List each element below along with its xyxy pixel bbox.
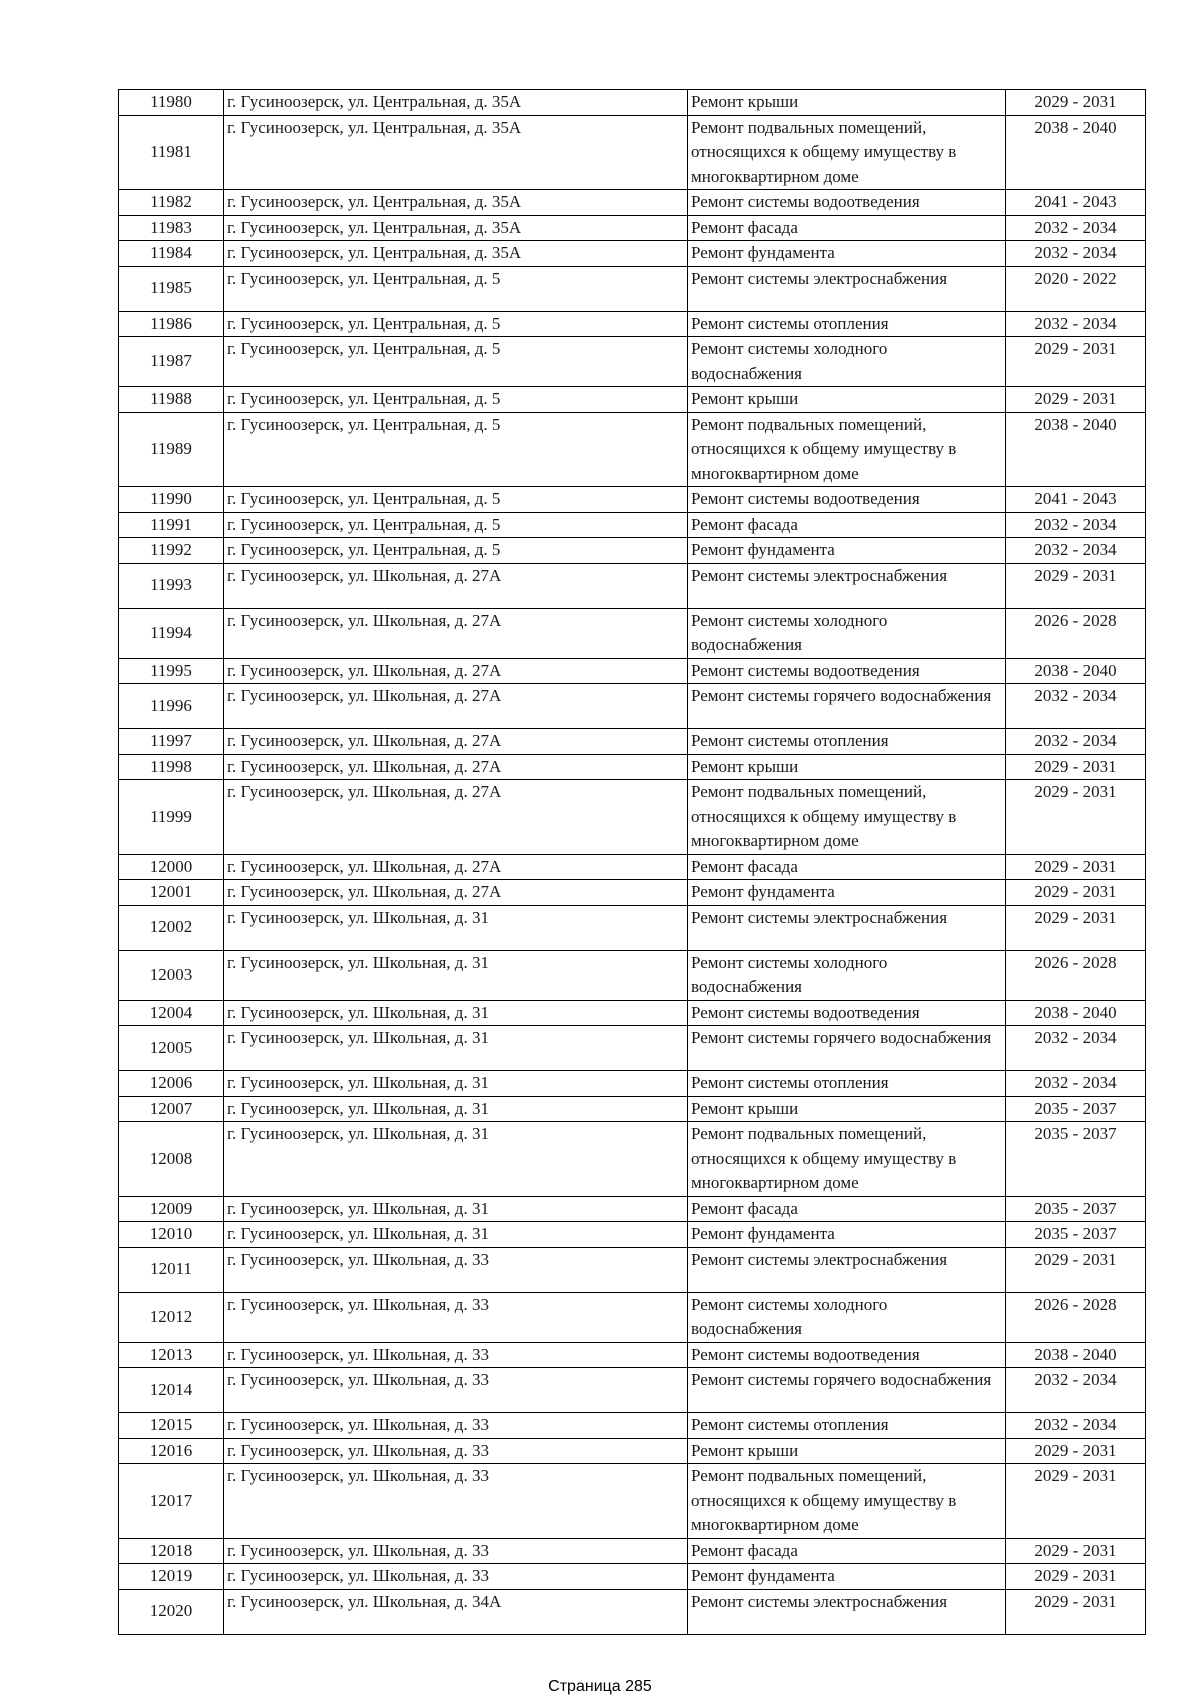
row-work-type: Ремонт системы холодного водоснабжения	[688, 950, 1006, 1000]
row-number: 12018	[119, 1538, 224, 1564]
row-address: г. Гусиноозерск, ул. Центральная, д. 5	[224, 311, 688, 337]
row-years: 2026 - 2028	[1006, 1292, 1146, 1342]
row-number: 12005	[119, 1026, 224, 1071]
row-years: 2038 - 2040	[1006, 115, 1146, 190]
row-work-type: Ремонт системы холодного водоснабжения	[688, 608, 1006, 658]
row-number: 12011	[119, 1247, 224, 1292]
table-row	[119, 512, 1146, 538]
row-work-type: Ремонт крыши	[688, 90, 1006, 116]
row-work-type: Ремонт крыши	[688, 1438, 1006, 1464]
row-address: г. Гусиноозерск, ул. Школьная, д. 33	[224, 1564, 688, 1590]
row-number: 11985	[119, 266, 224, 311]
table-row	[119, 190, 1146, 216]
row-years: 2032 - 2034	[1006, 684, 1146, 729]
row-number: 11997	[119, 729, 224, 755]
row-number: 11994	[119, 608, 224, 658]
row-number: 12002	[119, 905, 224, 950]
row-number: 12003	[119, 950, 224, 1000]
table-row	[119, 608, 1146, 658]
table-row	[119, 754, 1146, 780]
page-number: Страница 285	[548, 1678, 652, 1695]
row-work-type: Ремонт фасада	[688, 1196, 1006, 1222]
row-number: 12004	[119, 1000, 224, 1026]
works-table-container	[118, 89, 1145, 1635]
row-number: 12019	[119, 1564, 224, 1590]
row-work-type: Ремонт крыши	[688, 387, 1006, 413]
row-address: г. Гусиноозерск, ул. Школьная, д. 33	[224, 1368, 688, 1413]
row-number: 12015	[119, 1413, 224, 1439]
row-address: г. Гусиноозерск, ул. Школьная, д. 33	[224, 1464, 688, 1539]
row-years: 2032 - 2034	[1006, 1071, 1146, 1097]
table-row	[119, 658, 1146, 684]
row-work-type: Ремонт системы горячего водоснабжения	[688, 1368, 1006, 1413]
table-row	[119, 1564, 1146, 1590]
row-years: 2035 - 2037	[1006, 1122, 1146, 1197]
row-address: г. Гусиноозерск, ул. Школьная, д. 33	[224, 1247, 688, 1292]
row-address: г. Гусиноозерск, ул. Школьная, д. 33	[224, 1413, 688, 1439]
row-number: 11998	[119, 754, 224, 780]
table-row	[119, 1292, 1146, 1342]
row-work-type: Ремонт системы электроснабжения	[688, 905, 1006, 950]
row-address: г. Гусиноозерск, ул. Школьная, д. 33	[224, 1292, 688, 1342]
row-work-type: Ремонт крыши	[688, 754, 1006, 780]
row-years: 2029 - 2031	[1006, 754, 1146, 780]
row-years: 2029 - 2031	[1006, 563, 1146, 608]
table-row	[119, 387, 1146, 413]
row-address: г. Гусиноозерск, ул. Школьная, д. 27А	[224, 658, 688, 684]
row-address: г. Гусиноозерск, ул. Школьная, д. 27А	[224, 754, 688, 780]
table-row	[119, 1247, 1146, 1292]
row-years: 2029 - 2031	[1006, 1464, 1146, 1539]
row-work-type: Ремонт системы электроснабжения	[688, 266, 1006, 311]
row-number: 11999	[119, 780, 224, 855]
table-row	[119, 780, 1146, 855]
row-years: 2026 - 2028	[1006, 950, 1146, 1000]
row-number: 11989	[119, 412, 224, 487]
row-years: 2029 - 2031	[1006, 880, 1146, 906]
row-work-type: Ремонт системы водоотведения	[688, 1000, 1006, 1026]
row-work-type: Ремонт системы холодного водоснабжения	[688, 337, 1006, 387]
row-work-type: Ремонт системы водоотведения	[688, 190, 1006, 216]
row-address: г. Гусиноозерск, ул. Центральная, д. 35А	[224, 241, 688, 267]
row-years: 2038 - 2040	[1006, 1342, 1146, 1368]
row-work-type: Ремонт фундамента	[688, 880, 1006, 906]
table-row	[119, 538, 1146, 564]
row-number: 12020	[119, 1589, 224, 1634]
row-number: 11995	[119, 658, 224, 684]
row-address: г. Гусиноозерск, ул. Центральная, д. 5	[224, 412, 688, 487]
row-number: 11991	[119, 512, 224, 538]
table-row	[119, 1000, 1146, 1026]
table-row	[119, 1438, 1146, 1464]
row-number: 11996	[119, 684, 224, 729]
row-number: 11993	[119, 563, 224, 608]
table-row	[119, 1368, 1146, 1413]
row-number: 11986	[119, 311, 224, 337]
row-years: 2038 - 2040	[1006, 1000, 1146, 1026]
row-years: 2029 - 2031	[1006, 905, 1146, 950]
row-address: г. Гусиноозерск, ул. Школьная, д. 31	[224, 905, 688, 950]
row-number: 12007	[119, 1096, 224, 1122]
row-work-type: Ремонт системы водоотведения	[688, 1342, 1006, 1368]
row-years: 2029 - 2031	[1006, 780, 1146, 855]
row-number: 12006	[119, 1071, 224, 1097]
row-years: 2020 - 2022	[1006, 266, 1146, 311]
table-row	[119, 487, 1146, 513]
row-address: г. Гусиноозерск, ул. Школьная, д. 31	[224, 1222, 688, 1248]
row-work-type: Ремонт системы отопления	[688, 1413, 1006, 1439]
row-work-type: Ремонт фундамента	[688, 241, 1006, 267]
row-number: 11982	[119, 190, 224, 216]
row-work-type: Ремонт системы отопления	[688, 729, 1006, 755]
table-row	[119, 1342, 1146, 1368]
row-work-type: Ремонт фундамента	[688, 1222, 1006, 1248]
row-work-type: Ремонт подвальных помещений, относящихся к общему имуществу в многоквартирном доме	[688, 412, 1006, 487]
row-address: г. Гусиноозерск, ул. Центральная, д. 35А	[224, 190, 688, 216]
row-years: 2038 - 2040	[1006, 658, 1146, 684]
row-address: г. Гусиноозерск, ул. Школьная, д. 27А	[224, 854, 688, 880]
row-work-type: Ремонт системы холодного водоснабжения	[688, 1292, 1006, 1342]
row-address: г. Гусиноозерск, ул. Центральная, д. 35А	[224, 115, 688, 190]
row-address: г. Гусиноозерск, ул. Школьная, д. 31	[224, 1026, 688, 1071]
table-row	[119, 950, 1146, 1000]
table-row	[119, 1096, 1146, 1122]
row-number: 12010	[119, 1222, 224, 1248]
row-years: 2029 - 2031	[1006, 1538, 1146, 1564]
row-address: г. Гусиноозерск, ул. Школьная, д. 31	[224, 1196, 688, 1222]
row-address: г. Гусиноозерск, ул. Центральная, д. 5	[224, 487, 688, 513]
row-years: 2029 - 2031	[1006, 1564, 1146, 1590]
row-work-type: Ремонт системы электроснабжения	[688, 1247, 1006, 1292]
table-row	[119, 563, 1146, 608]
table-row	[119, 729, 1146, 755]
row-number: 11988	[119, 387, 224, 413]
row-address: г. Гусиноозерск, ул. Школьная, д. 27А	[224, 729, 688, 755]
row-number: 12016	[119, 1438, 224, 1464]
row-years: 2032 - 2034	[1006, 311, 1146, 337]
row-years: 2032 - 2034	[1006, 729, 1146, 755]
row-address: г. Гусиноозерск, ул. Школьная, д. 33	[224, 1538, 688, 1564]
row-work-type: Ремонт крыши	[688, 1096, 1006, 1122]
table-row	[119, 1464, 1146, 1539]
row-years: 2032 - 2034	[1006, 215, 1146, 241]
row-years: 2032 - 2034	[1006, 1368, 1146, 1413]
row-address: г. Гусиноозерск, ул. Школьная, д. 27А	[224, 608, 688, 658]
row-address: г. Гусиноозерск, ул. Центральная, д. 35А	[224, 90, 688, 116]
table-row	[119, 1122, 1146, 1197]
row-address: г. Гусиноозерск, ул. Школьная, д. 33	[224, 1342, 688, 1368]
row-number: 12017	[119, 1464, 224, 1539]
row-address: г. Гусиноозерск, ул. Школьная, д. 31	[224, 1000, 688, 1026]
row-years: 2032 - 2034	[1006, 1413, 1146, 1439]
row-number: 11992	[119, 538, 224, 564]
table-row	[119, 215, 1146, 241]
table-row	[119, 880, 1146, 906]
table-row	[119, 854, 1146, 880]
row-address: г. Гусиноозерск, ул. Центральная, д. 5	[224, 266, 688, 311]
table-row	[119, 1589, 1146, 1634]
row-work-type: Ремонт системы водоотведения	[688, 658, 1006, 684]
row-work-type: Ремонт системы водоотведения	[688, 487, 1006, 513]
table-row	[119, 1222, 1146, 1248]
row-work-type: Ремонт системы электроснабжения	[688, 1589, 1006, 1634]
row-years: 2041 - 2043	[1006, 190, 1146, 216]
row-work-type: Ремонт системы горячего водоснабжения	[688, 684, 1006, 729]
row-number: 12012	[119, 1292, 224, 1342]
row-years: 2035 - 2037	[1006, 1196, 1146, 1222]
table-row	[119, 1538, 1146, 1564]
row-work-type: Ремонт подвальных помещений, относящихся к общему имуществу в многоквартирном доме	[688, 780, 1006, 855]
row-work-type: Ремонт фасада	[688, 1538, 1006, 1564]
row-years: 2035 - 2037	[1006, 1222, 1146, 1248]
row-years: 2029 - 2031	[1006, 854, 1146, 880]
table-row	[119, 90, 1146, 116]
row-address: г. Гусиноозерск, ул. Школьная, д. 33	[224, 1438, 688, 1464]
row-number: 12009	[119, 1196, 224, 1222]
row-years: 2038 - 2040	[1006, 412, 1146, 487]
row-work-type: Ремонт фасада	[688, 854, 1006, 880]
row-years: 2029 - 2031	[1006, 1589, 1146, 1634]
row-years: 2029 - 2031	[1006, 90, 1146, 116]
row-number: 11983	[119, 215, 224, 241]
row-years: 2032 - 2034	[1006, 1026, 1146, 1071]
row-number: 12000	[119, 854, 224, 880]
row-work-type: Ремонт фундамента	[688, 538, 1006, 564]
row-number: 11980	[119, 90, 224, 116]
row-years: 2029 - 2031	[1006, 387, 1146, 413]
row-address: г. Гусиноозерск, ул. Школьная, д. 34А	[224, 1589, 688, 1634]
row-address: г. Гусиноозерск, ул. Школьная, д. 31	[224, 1122, 688, 1197]
table-row	[119, 1071, 1146, 1097]
table-row	[119, 311, 1146, 337]
row-work-type: Ремонт системы электроснабжения	[688, 563, 1006, 608]
row-years: 2029 - 2031	[1006, 1247, 1146, 1292]
table-row	[119, 684, 1146, 729]
table-row	[119, 337, 1146, 387]
row-work-type: Ремонт фундамента	[688, 1564, 1006, 1590]
row-work-type: Ремонт системы отопления	[688, 311, 1006, 337]
table-row	[119, 1026, 1146, 1071]
row-work-type: Ремонт системы горячего водоснабжения	[688, 1026, 1006, 1071]
table-row	[119, 115, 1146, 190]
row-address: г. Гусиноозерск, ул. Школьная, д. 31	[224, 1071, 688, 1097]
row-address: г. Гусиноозерск, ул. Центральная, д. 5	[224, 538, 688, 564]
row-years: 2035 - 2037	[1006, 1096, 1146, 1122]
row-work-type: Ремонт системы отопления	[688, 1071, 1006, 1097]
row-number: 12008	[119, 1122, 224, 1197]
row-work-type: Ремонт подвальных помещений, относящихся к общему имуществу в многоквартирном доме	[688, 1464, 1006, 1539]
row-number: 11981	[119, 115, 224, 190]
works-table-body	[119, 90, 1146, 1635]
row-address: г. Гусиноозерск, ул. Школьная, д. 27А	[224, 684, 688, 729]
row-years: 2032 - 2034	[1006, 512, 1146, 538]
row-address: г. Гусиноозерск, ул. Школьная, д. 27А	[224, 880, 688, 906]
row-number: 11990	[119, 487, 224, 513]
table-row	[119, 241, 1146, 267]
works-table	[118, 89, 1146, 1635]
row-number: 12001	[119, 880, 224, 906]
row-years: 2032 - 2034	[1006, 538, 1146, 564]
row-work-type: Ремонт подвальных помещений, относящихся к общему имуществу в многоквартирном доме	[688, 1122, 1006, 1197]
row-work-type: Ремонт фасада	[688, 215, 1006, 241]
row-number: 12014	[119, 1368, 224, 1413]
row-address: г. Гусиноозерск, ул. Школьная, д. 27А	[224, 563, 688, 608]
row-number: 11984	[119, 241, 224, 267]
row-years: 2041 - 2043	[1006, 487, 1146, 513]
row-address: г. Гусиноозерск, ул. Школьная, д. 31	[224, 1096, 688, 1122]
row-address: г. Гусиноозерск, ул. Центральная, д. 35А	[224, 215, 688, 241]
row-years: 2029 - 2031	[1006, 1438, 1146, 1464]
table-row	[119, 1196, 1146, 1222]
row-years: 2032 - 2034	[1006, 241, 1146, 267]
row-address: г. Гусиноозерск, ул. Центральная, д. 5	[224, 387, 688, 413]
row-address: г. Гусиноозерск, ул. Центральная, д. 5	[224, 337, 688, 387]
table-row	[119, 412, 1146, 487]
row-work-type: Ремонт фасада	[688, 512, 1006, 538]
table-row	[119, 1413, 1146, 1439]
row-address: г. Гусиноозерск, ул. Центральная, д. 5	[224, 512, 688, 538]
row-number: 12013	[119, 1342, 224, 1368]
row-years: 2029 - 2031	[1006, 337, 1146, 387]
row-years: 2026 - 2028	[1006, 608, 1146, 658]
table-row	[119, 905, 1146, 950]
row-address: г. Гусиноозерск, ул. Школьная, д. 31	[224, 950, 688, 1000]
row-work-type: Ремонт подвальных помещений, относящихся к общему имуществу в многоквартирном доме	[688, 115, 1006, 190]
table-row	[119, 266, 1146, 311]
row-address: г. Гусиноозерск, ул. Школьная, д. 27А	[224, 780, 688, 855]
row-number: 11987	[119, 337, 224, 387]
